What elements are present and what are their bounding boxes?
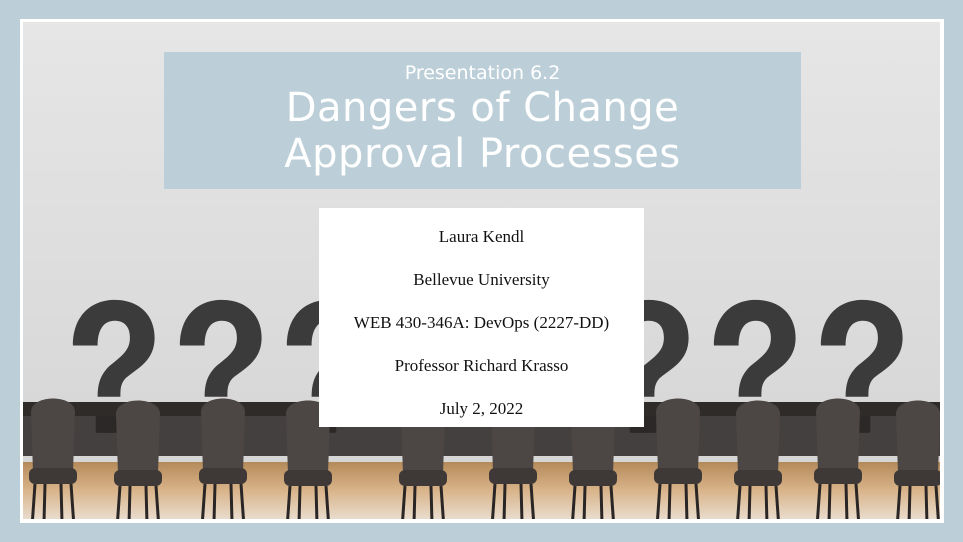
institution-name: Bellevue University — [413, 270, 550, 289]
presentation-subtitle: Presentation 6.2 — [404, 62, 561, 84]
author-name: Laura Kendl — [438, 227, 525, 246]
info-box — [319, 208, 644, 427]
slide — [20, 19, 944, 523]
title-line-1: Dangers of Change — [285, 85, 680, 131]
presentation-date: July 2, 2022 — [439, 399, 524, 418]
title-box — [164, 52, 801, 189]
course-name: WEB 430-346A: DevOps (2227-DD) — [353, 313, 610, 332]
title-line-2: Approval Processes — [284, 131, 681, 177]
professor-name: Professor Richard Krasso — [394, 356, 569, 375]
